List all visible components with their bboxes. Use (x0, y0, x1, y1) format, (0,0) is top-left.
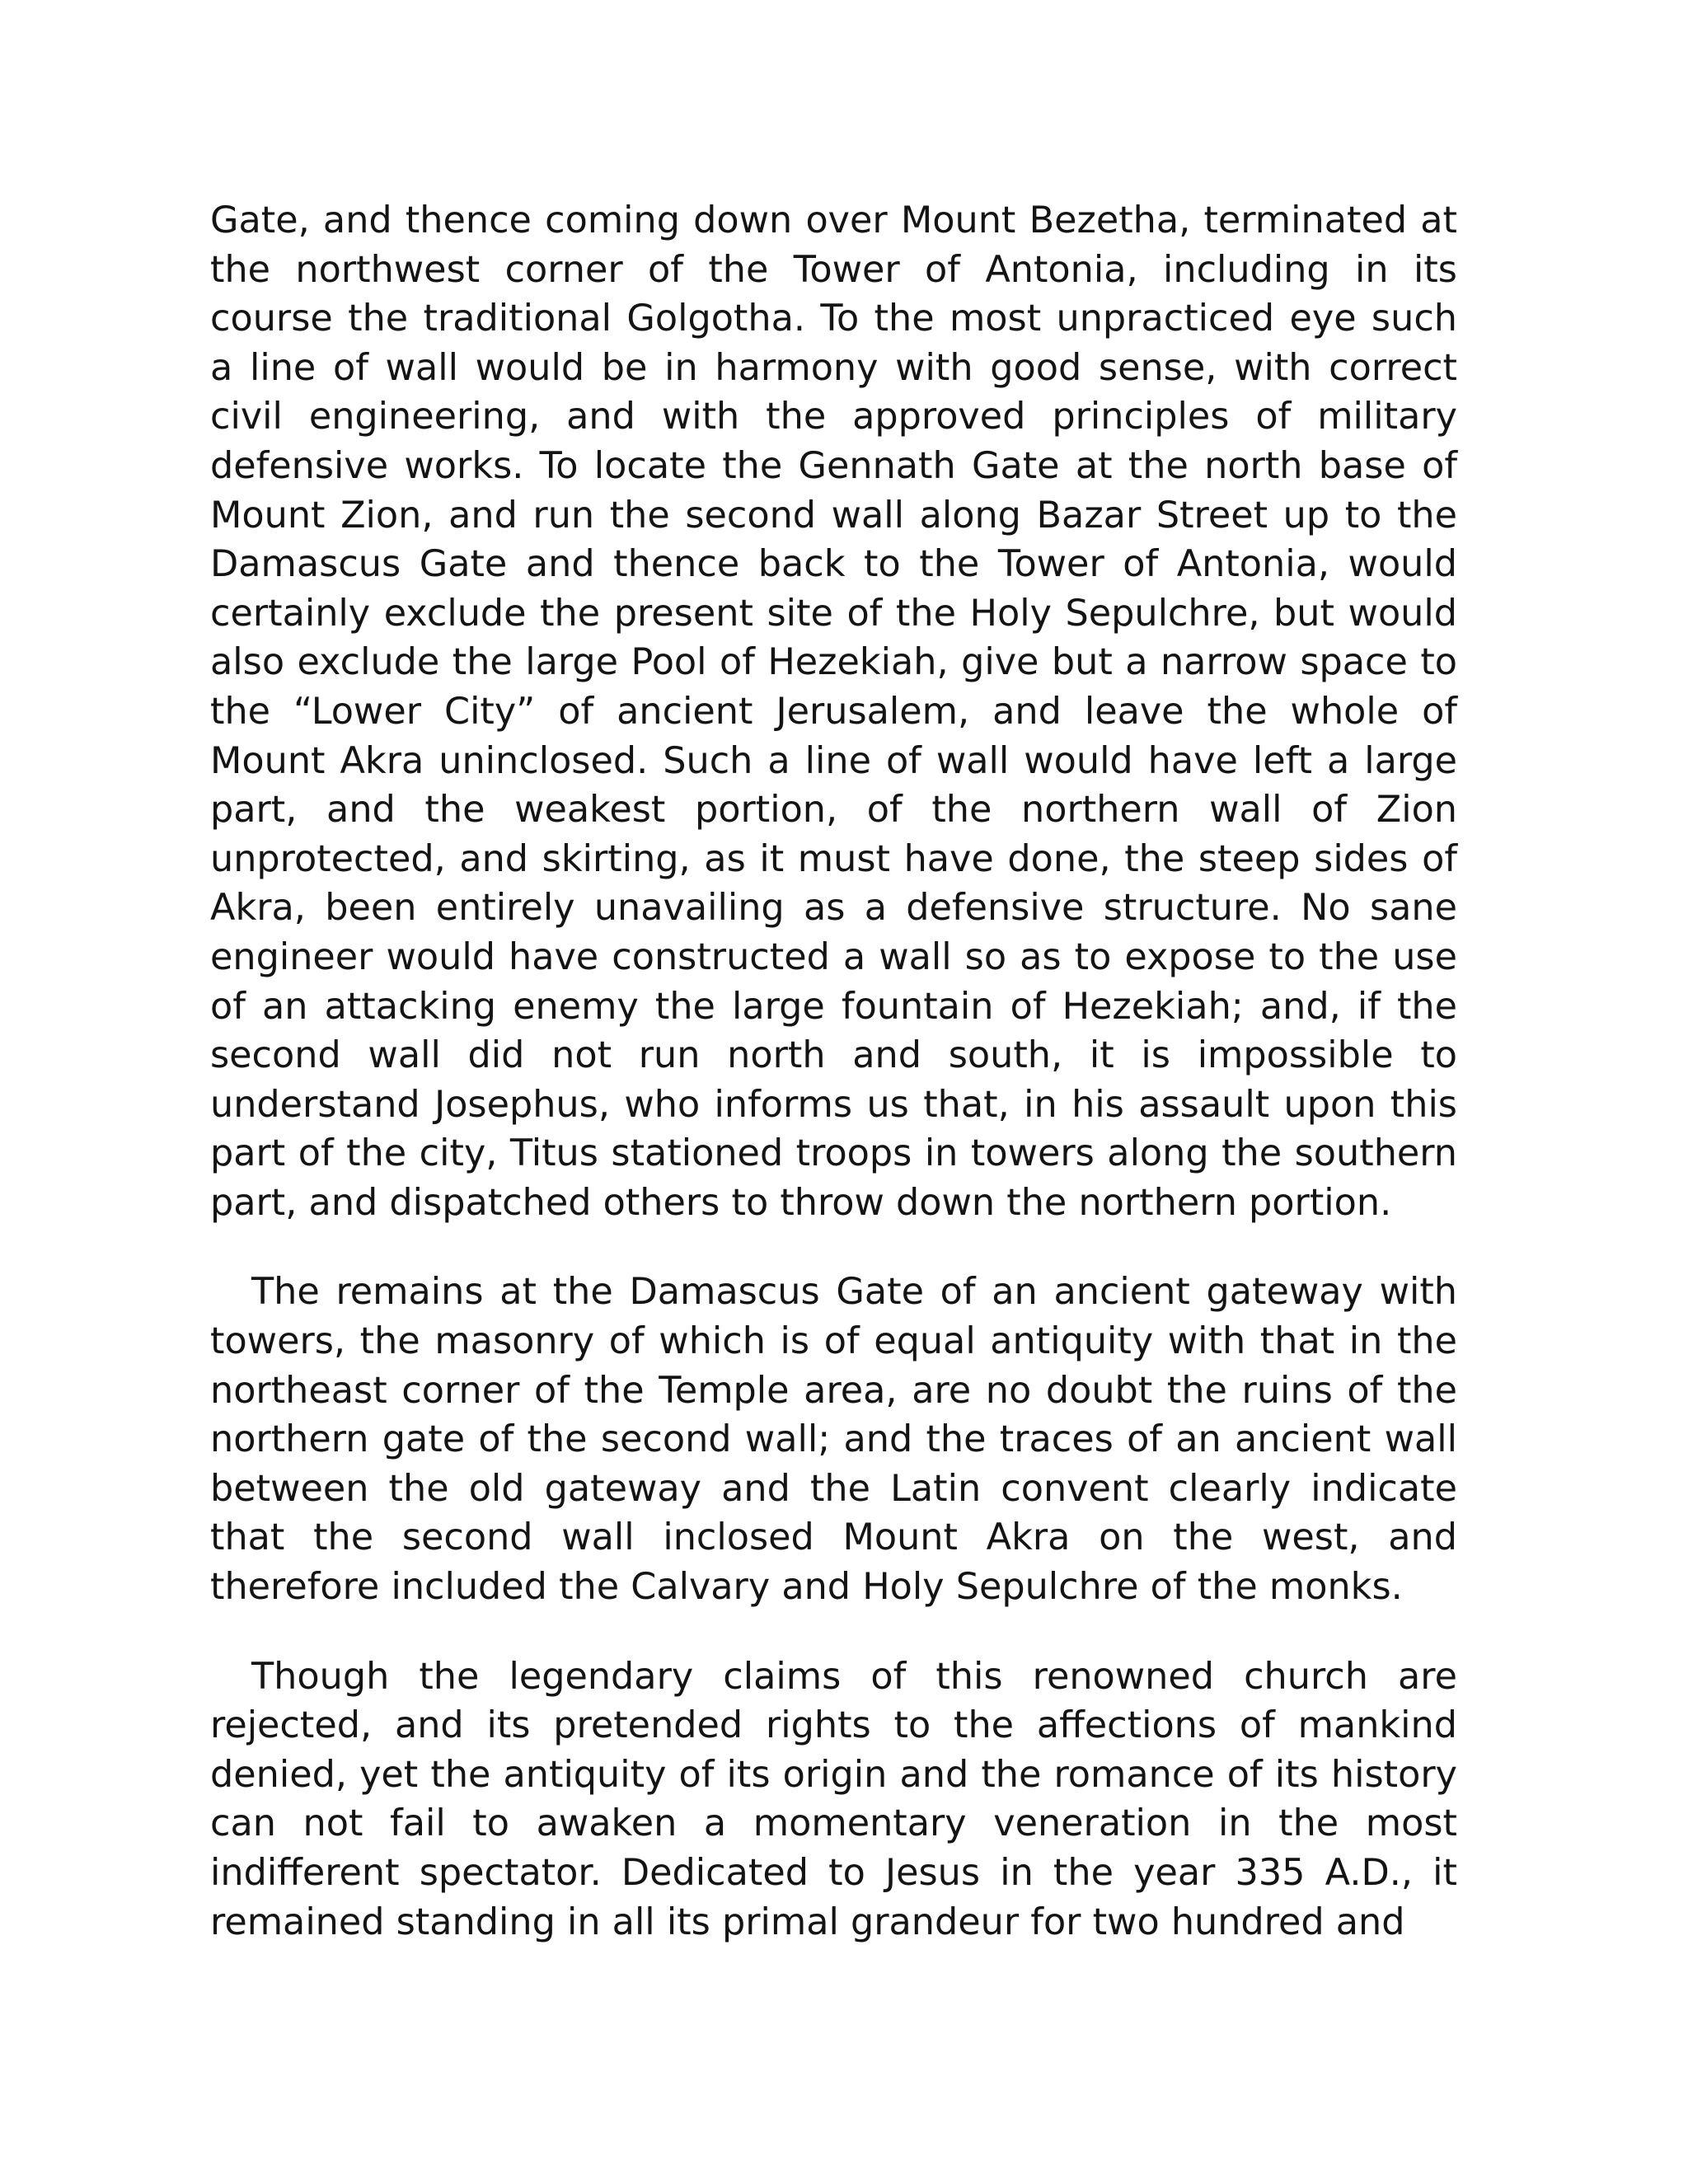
paragraph-3: Though the legendary claims of this renowned church are rejected, and its pretended rights to the affections of mankind denied, yet the antiquity of its origin and the romance of its history can not fail to awaken a momentary veneration in the most indifferent spectator. Dedicated to Jesus in the year 335 A.D., it remained standing in all its primal grandeur for two hundred and (210, 1655, 1457, 1943)
paragraph-2: The remains at the Damascus Gate of an ancient gateway with towers, the masonry of which is of equal antiquity with that in the northeast corner of the Temple area, are no doubt the ruins of the northern gate of the second wall; and the traces of an ancient wall between the old gateway and the Latin convent clearly indicate that the second wall inclosed Mount Akra on the west, and therefore included the Calvary and Holy Sepulchre of the monks. (210, 1271, 1457, 1609)
body-text (210, 196, 1457, 1947)
paragraph-1: Gate, and thence coming down over Mount Bezetha, terminated at the northwest corner of the Tower of Antonia, including in its course the traditional Golgotha. To the most unpracticed eye such a line of wall would be in harmony with good sense, with correct civil engineering, and with the approved principles of military defensive works. To locate the Gennath Gate at the north base of Mount Zion, and run the second wall along Bazar Street up to the Damascus Gate and thence back to the Tower of Antonia, would certainly exclude the present site of the Holy Sepulchre, but would also exclude the large Pool of Hezekiah, give but a narrow space to the “Lower City” of ancient Jerusalem, and leave the whole of Mount Akra uninclosed. Such a line of wall would have left a large part, and the weakest portion, of the northern wall of Zion unprotected, and skirting, as it must have done, the steep sides of Akra, been entirely unavailing as a defensive structure. No sane engineer would have constructed a wall so as to expose to the use of an attacking enemy the large fountain of Hezekiah; and, if the second wall did not run north and south, it is impossible to understand Josephus, who informs us that, in his assault upon this part of the city, Titus stationed troops in towers along the southern part, and dispatched others to throw down the northern portion. (210, 199, 1457, 1224)
